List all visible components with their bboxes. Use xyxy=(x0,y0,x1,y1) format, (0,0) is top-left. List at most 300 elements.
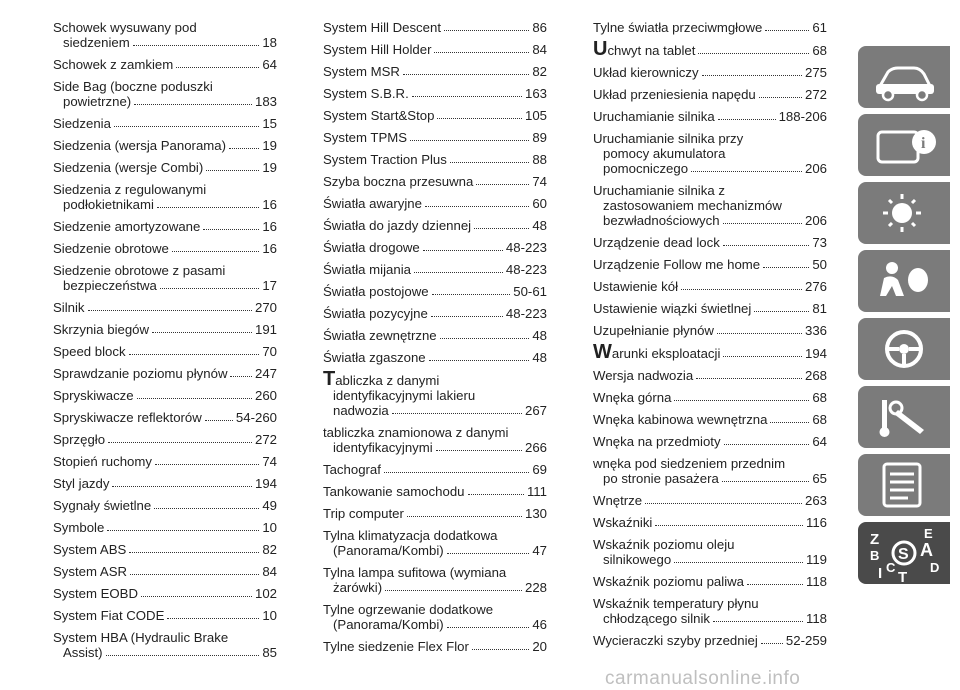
index-entry-line: Uruchamianie silnika z xyxy=(593,183,725,198)
index-entry-row xyxy=(323,174,547,189)
svg-text:i: i xyxy=(921,135,926,152)
dot-leader xyxy=(129,552,259,553)
index-entry-row xyxy=(53,432,277,447)
dot-leader xyxy=(157,207,259,208)
page-number: 267 xyxy=(524,403,547,418)
index-entry-row xyxy=(593,38,827,60)
index-entry-row xyxy=(53,542,277,557)
index-entry-row xyxy=(593,20,827,35)
page-number: 16 xyxy=(262,197,277,212)
index-entry xyxy=(323,506,547,521)
page-number: 266 xyxy=(524,440,547,455)
page-number: 88 xyxy=(532,152,547,167)
page-number: 194 xyxy=(254,476,277,491)
index-entry-row xyxy=(593,515,827,530)
index-entry-row xyxy=(323,64,547,79)
page-number: 10 xyxy=(262,520,277,535)
page-number: 276 xyxy=(804,279,827,294)
dot-leader xyxy=(108,442,252,443)
index-entry-row xyxy=(593,434,827,449)
index-entry-row xyxy=(323,580,547,595)
page-number: 268 xyxy=(804,368,827,383)
index-entry-row xyxy=(323,152,547,167)
dot-leader xyxy=(723,223,802,224)
index-term: Wnęka górna xyxy=(593,390,672,405)
index-entry-row xyxy=(593,213,827,228)
page-number: 111 xyxy=(526,484,547,499)
index-entry xyxy=(593,279,827,294)
index-entry-row xyxy=(323,130,547,145)
index-term: siedzeniem xyxy=(63,35,130,50)
index-term: Światła zewnętrzne xyxy=(323,328,437,343)
index-entry xyxy=(593,65,827,80)
index-entry-line: Wskaźnik poziomu oleju xyxy=(593,537,735,552)
index-term: (Panorama/Kombi) xyxy=(333,617,444,632)
index-entry xyxy=(53,241,277,256)
index-entry-line: Siedzenie obrotowe z pasami xyxy=(53,263,226,278)
index-entry xyxy=(593,574,827,589)
page-number: 50-61 xyxy=(513,284,547,299)
index-entry-row xyxy=(323,639,547,654)
page-number: 183 xyxy=(254,94,277,109)
svg-text:A: A xyxy=(920,540,933,560)
index-entry xyxy=(53,300,277,315)
dot-leader xyxy=(154,508,259,509)
index-entry-row xyxy=(53,138,277,153)
tab-warning-lights[interactable] xyxy=(858,182,950,244)
page-number: 163 xyxy=(524,86,547,101)
page-number: 65 xyxy=(812,471,827,486)
index-term: podłokietnikami xyxy=(63,197,154,212)
index-entry xyxy=(53,586,277,601)
page-number: 61 xyxy=(812,20,827,35)
index-entry-row xyxy=(593,257,827,272)
dot-leader xyxy=(681,289,802,290)
index-entry-row xyxy=(593,87,827,102)
dot-leader xyxy=(444,30,529,31)
dot-leader xyxy=(724,444,810,445)
page-number: 73 xyxy=(812,235,827,250)
page-number: 130 xyxy=(524,506,547,521)
index-term: Tankowanie samochodu xyxy=(323,484,465,499)
page-number: 272 xyxy=(804,87,827,102)
index-entry-row xyxy=(323,462,547,477)
page-number: 191 xyxy=(254,322,277,337)
index-term: Wnęka kabinowa wewnętrzna xyxy=(593,412,768,427)
warning-light-icon xyxy=(858,182,950,244)
index-term: po stronie pasażera xyxy=(603,471,719,486)
index-term: Wnętrze xyxy=(593,493,643,508)
steering-wheel-icon xyxy=(858,318,950,380)
page-number: 270 xyxy=(254,300,277,315)
dot-leader xyxy=(431,316,503,317)
index-entry-row xyxy=(53,219,277,234)
index-term: silnikowego xyxy=(603,552,672,567)
index-entry-row xyxy=(53,160,277,175)
dot-leader xyxy=(476,184,529,185)
index-entry xyxy=(53,344,277,359)
index-entry xyxy=(53,432,277,447)
index-term: Tylne siedzenie Flex Flor xyxy=(323,639,469,654)
page-number: 47 xyxy=(532,543,547,558)
index-entry xyxy=(593,390,827,405)
dot-leader xyxy=(423,250,503,251)
page-number: 20 xyxy=(532,639,547,654)
index-entry xyxy=(53,608,277,623)
page-number: 272 xyxy=(254,432,277,447)
page-number: 102 xyxy=(254,586,277,601)
index-term: Szyba boczna przesuwna xyxy=(323,174,474,189)
index-entry-line: Schowek wysuwany pod xyxy=(53,20,197,35)
index-term: System TPMS xyxy=(323,130,408,145)
index-entry-row xyxy=(323,403,547,418)
index-term: Siedzenia (wersje Combi) xyxy=(53,160,204,175)
tab-maintenance[interactable] xyxy=(858,454,950,516)
page-number: 48 xyxy=(532,350,547,365)
dot-leader xyxy=(107,530,259,531)
index-term: chłodzącego silnik xyxy=(603,611,711,626)
index-entry-row xyxy=(593,552,827,567)
index-term: System Traction Plus xyxy=(323,152,447,167)
dot-leader xyxy=(230,376,252,377)
index-term: System S.B.R. xyxy=(323,86,409,101)
index-entry xyxy=(323,240,547,255)
index-entry xyxy=(323,350,547,365)
svg-text:I: I xyxy=(878,565,883,582)
page-number: 206 xyxy=(804,213,827,228)
index-entry-row xyxy=(593,412,827,427)
index-entry xyxy=(53,138,277,153)
index-term: Assist) xyxy=(63,645,103,660)
index-entry xyxy=(323,196,547,211)
dot-leader xyxy=(645,503,802,504)
index-entry-line: zastosowaniem mechanizmów xyxy=(603,198,782,213)
dot-leader xyxy=(723,356,802,357)
index-entry xyxy=(53,388,277,403)
index-entry xyxy=(323,108,547,123)
index-entry xyxy=(593,38,827,60)
index-term: Światła pozycyjne xyxy=(323,306,428,321)
index-term: Wskaźniki xyxy=(593,515,653,530)
index-entry-row xyxy=(53,322,277,337)
index-entry-row xyxy=(53,35,277,50)
index-term: System MSR xyxy=(323,64,400,79)
page-number: 48 xyxy=(532,218,547,233)
page-number: 119 xyxy=(805,552,827,567)
index-entry-row xyxy=(323,240,547,255)
index-entry-line: Tylna lampa sufitowa (wymiana xyxy=(323,565,507,580)
dot-leader xyxy=(206,170,259,171)
dot-leader xyxy=(718,119,776,120)
dot-leader xyxy=(112,486,252,487)
index-entry-row xyxy=(593,471,827,486)
page-number: 10 xyxy=(262,608,277,623)
index-term: (Panorama/Kombi) xyxy=(333,543,444,558)
index-entry-line: tabliczka znamionowa z danymi xyxy=(323,425,509,440)
airbag-passenger-icon xyxy=(858,250,950,312)
tab-index[interactable] xyxy=(858,522,950,584)
svg-text:D: D xyxy=(930,560,940,575)
dot-leader xyxy=(160,288,259,289)
dot-leader xyxy=(203,229,259,230)
index-entry xyxy=(323,462,547,477)
index-entry-line: System HBA (Hydraulic Brake xyxy=(53,630,229,645)
index-entry xyxy=(593,434,827,449)
index-entry xyxy=(323,368,547,418)
index-entry xyxy=(323,528,547,558)
index-entry xyxy=(53,564,277,579)
page-number: 86 xyxy=(532,20,547,35)
svg-text:C: C xyxy=(886,560,896,575)
index-term: System ABS xyxy=(53,542,127,557)
page-number: 16 xyxy=(262,241,277,256)
dot-leader xyxy=(432,294,511,295)
index-entry xyxy=(323,174,547,189)
index-entry-row xyxy=(53,241,277,256)
index-term: Ustawienie wiązki świetlnej xyxy=(593,301,752,316)
index-column-3 xyxy=(593,20,827,655)
dot-leader xyxy=(468,494,524,495)
index-term: Wycieraczki szyby przedniej xyxy=(593,633,758,648)
index-term: Urządzenie Follow me home xyxy=(593,257,761,272)
page-number: 15 xyxy=(262,116,277,131)
index-entry-line: identyfikacyjnymi lakieru xyxy=(333,388,476,403)
page-number: 64 xyxy=(262,57,277,72)
index-term: Spryskiwacze reflektorów xyxy=(53,410,202,425)
index-term: Schowek z zamkiem xyxy=(53,57,174,72)
page-number: 81 xyxy=(812,301,827,316)
index-entry xyxy=(593,257,827,272)
index-term: bezwładnościowych xyxy=(603,213,720,228)
index-entry-row xyxy=(53,410,277,425)
index-entry-line: Tylne ogrzewanie dodatkowe xyxy=(323,602,494,617)
dot-leader xyxy=(130,574,259,575)
page-number: 260 xyxy=(254,388,277,403)
index-entry xyxy=(323,328,547,343)
index-entry xyxy=(53,454,277,469)
index-term: żarówki) xyxy=(333,580,383,595)
index-term: Światła mijania xyxy=(323,262,411,277)
index-term: powietrzne) xyxy=(63,94,132,109)
dot-leader xyxy=(754,311,809,312)
dot-leader xyxy=(152,332,252,333)
index-entry xyxy=(53,79,277,109)
page-number: 228 xyxy=(524,580,547,595)
index-term: Sprawdzanie poziomu płynów xyxy=(53,366,228,381)
index-entry-row xyxy=(53,498,277,513)
page-number: 84 xyxy=(532,42,547,57)
tab-safety[interactable] xyxy=(858,250,950,312)
tab-vehicle[interactable] xyxy=(858,46,950,108)
page-number: 48-223 xyxy=(505,262,547,277)
index-entry xyxy=(323,306,547,321)
dot-leader xyxy=(106,655,260,656)
index-entry xyxy=(53,322,277,337)
dot-leader xyxy=(447,627,530,628)
index-column-1 xyxy=(53,20,277,667)
page-number: 48-223 xyxy=(505,306,547,321)
index-term: Siedzenie amortyzowane xyxy=(53,219,201,234)
index-entry xyxy=(53,542,277,557)
page-number: 263 xyxy=(804,493,827,508)
svg-text:B: B xyxy=(870,548,880,563)
page-number: 116 xyxy=(805,515,827,530)
index-entry-row xyxy=(593,633,827,648)
tab-emergency[interactable] xyxy=(858,386,950,448)
index-entry-row xyxy=(53,300,277,315)
dot-leader xyxy=(88,310,252,311)
dot-leader xyxy=(384,472,529,473)
dot-leader xyxy=(702,75,802,76)
index-entry xyxy=(323,86,547,101)
dot-leader xyxy=(765,30,809,31)
index-entry xyxy=(323,602,547,632)
index-entry xyxy=(323,425,547,455)
index-entry-row xyxy=(323,262,547,277)
tab-information[interactable] xyxy=(858,114,950,176)
dot-leader xyxy=(436,450,522,451)
dot-leader xyxy=(407,516,522,517)
dot-leader xyxy=(691,171,802,172)
dot-leader xyxy=(205,420,233,421)
index-entry xyxy=(593,537,827,567)
index-term: Symbole xyxy=(53,520,105,535)
page-number: 16 xyxy=(262,219,277,234)
index-entry-row xyxy=(593,368,827,383)
index-entry xyxy=(53,366,277,381)
index-entry xyxy=(593,368,827,383)
dot-leader xyxy=(447,553,530,554)
index-entry-row xyxy=(53,388,277,403)
page-number: 89 xyxy=(532,130,547,145)
index-entry-row xyxy=(53,278,277,293)
dot-leader xyxy=(450,162,529,163)
index-term: Siedzenie obrotowe xyxy=(53,241,169,256)
dot-leader xyxy=(723,245,810,246)
index-entry xyxy=(323,130,547,145)
index-entry-row xyxy=(593,611,827,626)
dot-leader xyxy=(133,45,260,46)
page-number: 194 xyxy=(804,346,827,361)
index-term: nadwozia xyxy=(333,403,389,418)
index-entry-row xyxy=(593,161,827,176)
dot-leader xyxy=(141,596,252,597)
index-term: Siedzenia (wersja Panorama) xyxy=(53,138,226,153)
index-entry-row xyxy=(323,543,547,558)
index-entry-row xyxy=(323,20,547,35)
index-entry xyxy=(323,284,547,299)
index-entry xyxy=(323,64,547,79)
dot-leader xyxy=(114,126,259,127)
index-entry-row xyxy=(53,94,277,109)
index-entry xyxy=(593,323,827,338)
index-entry-row xyxy=(323,42,547,57)
index-term: Wnęka na przedmioty xyxy=(593,434,721,449)
page-number: 46 xyxy=(532,617,547,632)
index-entry-row xyxy=(323,350,547,365)
index-term: Silnik xyxy=(53,300,85,315)
index-entry xyxy=(53,498,277,513)
index-entry-row xyxy=(323,108,547,123)
page-number: 19 xyxy=(262,138,277,153)
index-entry xyxy=(593,87,827,102)
index-entry xyxy=(593,235,827,250)
index-term: Sprzęgło xyxy=(53,432,106,447)
index-entry xyxy=(593,20,827,35)
index-entry-row xyxy=(53,645,277,660)
dot-leader xyxy=(129,354,260,355)
dot-leader xyxy=(137,398,252,399)
page-number: 18 xyxy=(262,35,277,50)
index-entry xyxy=(593,456,827,486)
index-term: Uchwyt na tablet xyxy=(593,38,696,60)
page-number: 68 xyxy=(812,43,827,58)
index-term: Uruchamianie silnika xyxy=(593,109,715,124)
index-term: Tachograf xyxy=(323,462,381,477)
dot-leader xyxy=(747,584,803,585)
dot-leader xyxy=(429,360,530,361)
page-number: 69 xyxy=(532,462,547,477)
index-entry-row xyxy=(323,218,547,233)
index-term: Wskaźnik poziomu paliwa xyxy=(593,574,744,589)
dot-leader xyxy=(698,53,809,54)
index-entry-row xyxy=(323,506,547,521)
index-term: Wersja nadwozia xyxy=(593,368,694,383)
index-entry xyxy=(53,263,277,293)
index-entry-row xyxy=(593,109,827,124)
index-term: System Hill Descent xyxy=(323,20,441,35)
page-number: 105 xyxy=(524,108,547,123)
index-term: Skrzynia biegów xyxy=(53,322,150,337)
index-term: Światła awaryjne xyxy=(323,196,422,211)
index-column-2 xyxy=(323,20,547,661)
index-entry xyxy=(53,520,277,535)
dot-leader xyxy=(434,52,529,53)
page-number: 118 xyxy=(805,611,827,626)
page-number: 188-206 xyxy=(778,109,827,124)
index-entry-line: pomocy akumulatora xyxy=(603,146,726,161)
index-entry xyxy=(323,152,547,167)
index-entry-row xyxy=(53,197,277,212)
dot-leader xyxy=(440,338,530,339)
dot-leader xyxy=(696,378,802,379)
page-number: 17 xyxy=(262,278,277,293)
index-entry-line: Siedzenia z regulowanymi xyxy=(53,182,207,197)
index-entry xyxy=(53,410,277,425)
page-number: 70 xyxy=(262,344,277,359)
index-entry-row xyxy=(593,341,827,363)
index-term: Sygnały świetlne xyxy=(53,498,152,513)
page-number: 74 xyxy=(532,174,547,189)
page-number: 49 xyxy=(262,498,277,513)
index-entry xyxy=(593,515,827,530)
tab-driving[interactable] xyxy=(858,318,950,380)
index-entry-row xyxy=(53,454,277,469)
dot-leader xyxy=(722,481,809,482)
index-entry xyxy=(53,182,277,212)
dot-leader xyxy=(414,272,503,273)
index-entry xyxy=(593,633,827,648)
page-number: 64 xyxy=(812,434,827,449)
page-number: 82 xyxy=(262,542,277,557)
index-term: pomocniczego xyxy=(603,161,689,176)
index-term: Układ przeniesienia napędu xyxy=(593,87,756,102)
index-entry-row xyxy=(53,344,277,359)
page-number: 68 xyxy=(812,412,827,427)
index-entry xyxy=(53,20,277,50)
page-number: 48 xyxy=(532,328,547,343)
index-entry-line: wnęka pod siedzeniem przednim xyxy=(593,456,786,471)
